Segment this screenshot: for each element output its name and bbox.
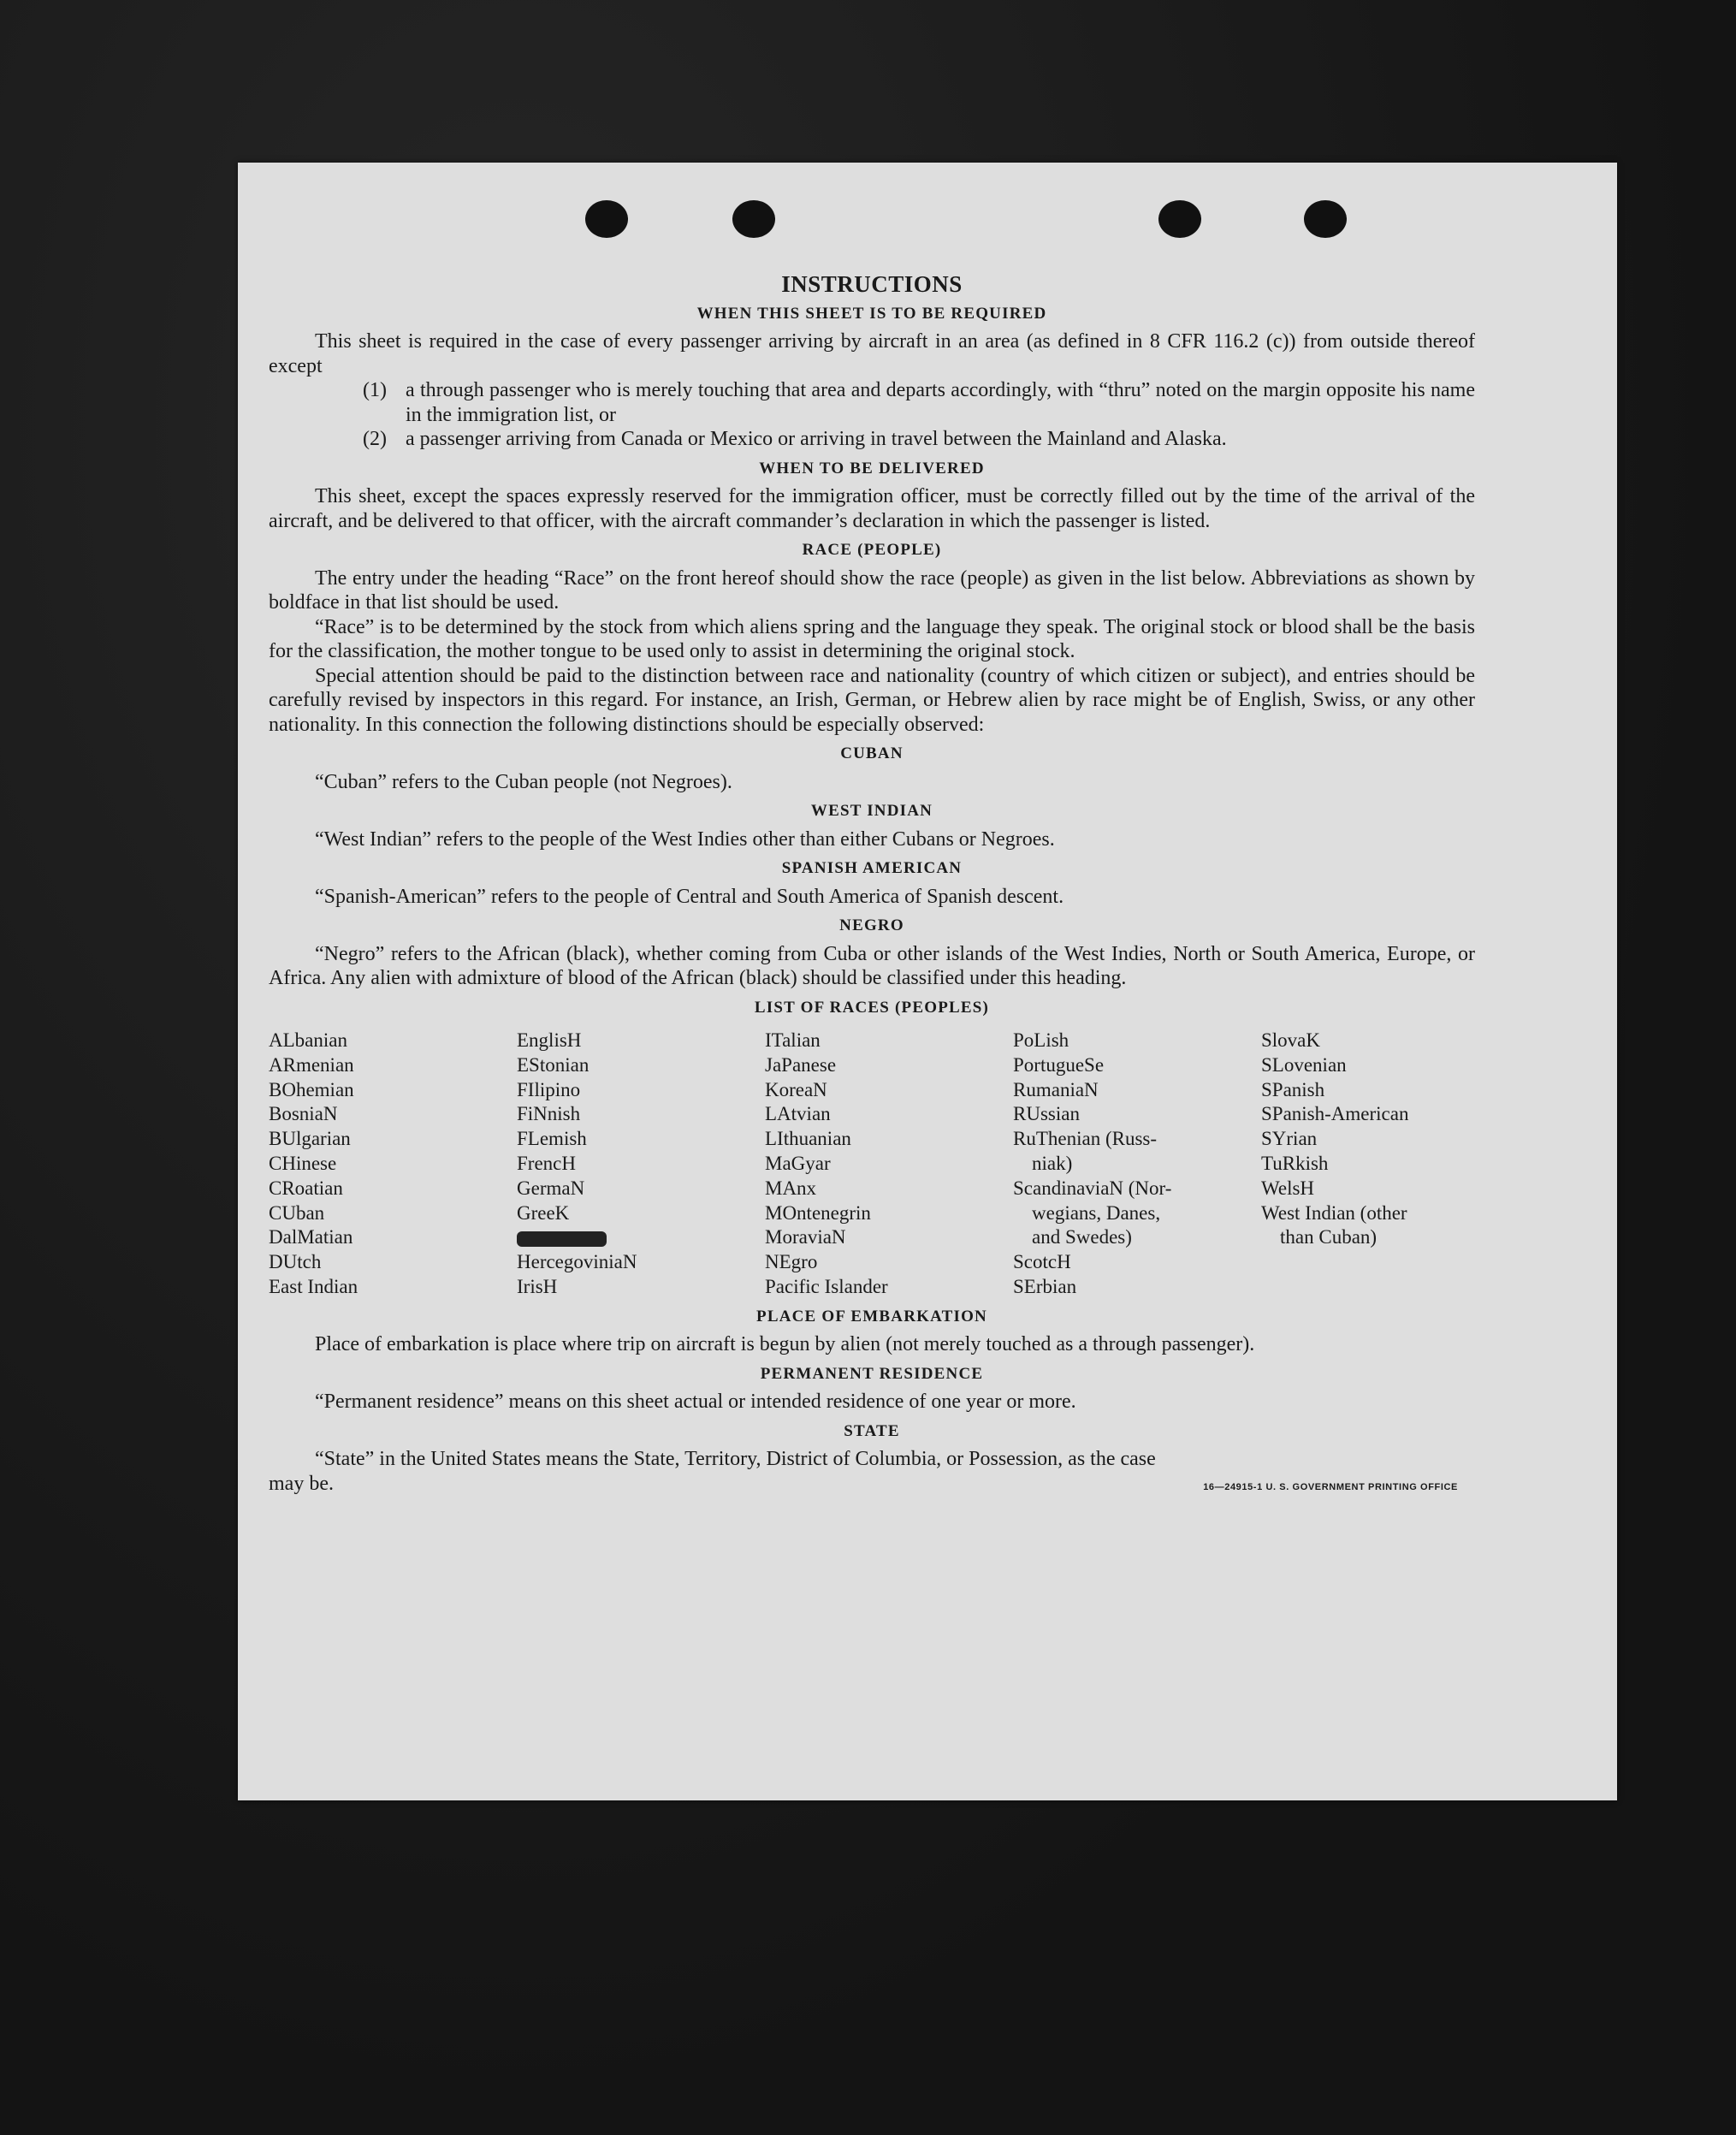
race-entry: CRoatian [269, 1177, 343, 1199]
list-text: a passenger arriving from Canada or Mexico or arriving in travel between the Mainland and Alaska. [406, 428, 1227, 450]
heading-permanent-residence: PERMANENT RESIDENCE [760, 1364, 984, 1383]
race-entry: BUlgarian [269, 1128, 351, 1150]
race-entry: PoLish [1013, 1029, 1069, 1051]
race-entry: FiNnish [517, 1103, 581, 1125]
race-entry: PortugueSe [1013, 1053, 1105, 1076]
list-item [363, 378, 1475, 427]
race-entry: MoraviaN [765, 1226, 846, 1248]
race-entry: ITalian [765, 1029, 821, 1051]
race-entry: ScandinaviaN (Nor- [1013, 1177, 1172, 1199]
race-entry: LAtvian [765, 1103, 831, 1125]
punch-hole [732, 200, 775, 238]
paragraph-permanent-residence: “Permanent residence” means on this sheet actual or intended residence of one year or more. [315, 1391, 1076, 1414]
race-entry: ScotcH [1013, 1251, 1071, 1273]
races-column [517, 1029, 765, 1300]
race-entry: MAnx [765, 1177, 817, 1199]
heading-spanish-american: SPANISH AMERICAN [781, 859, 963, 877]
list-number: (1) [363, 379, 387, 401]
printer-imprint: 16—24915-1 U. S. GOVERNMENT PRINTING OFFICE [1203, 1481, 1458, 1492]
paragraph-west-indian: “West Indian” refers to the people of the West Indies other than either Cubans or Negroes. [315, 827, 1055, 851]
document-body [269, 272, 1475, 1499]
race-entry: MaGyar [765, 1152, 831, 1174]
paragraph-negro: “Negro” refers to the African (black), whether coming from Cuba or other islands of the West Indies, North or South America, Europe, or Africa. Any alien with admixture of blood of the African (black) should be classified under this heading. [269, 942, 1475, 989]
heading-negro: NEGRO [839, 916, 904, 934]
race-entry-redacted [517, 1225, 765, 1250]
race-entry-continued: and Swedes) [1032, 1226, 1132, 1248]
paragraph-embarkation: Place of embarkation is place where trip on aircraft is begun by alien (not merely touched as a through passenger). [315, 1333, 1255, 1356]
paragraph-state-end: may be. [269, 1472, 334, 1495]
race-entry: LIthuanian [765, 1128, 851, 1150]
punch-hole [1158, 200, 1201, 238]
races-column [269, 1029, 517, 1300]
paragraph-when-required: This sheet is required in the case of every passenger arriving by aircraft in an area (as defined in 8 CFR 116.2 (c)) from outside thereof except [269, 330, 1475, 377]
instruction-sheet [238, 163, 1617, 1800]
races-column [1013, 1029, 1261, 1300]
heading-cuban: CUBAN [840, 744, 904, 762]
paragraph-when-delivered: This sheet, except the spaces expressly reserved for the immigration officer, must be correctly filled out by the time of the arrival of the aircraft, and be delivered to that officer, with the aircraft commander’s declaration in which the passenger is listed. [269, 485, 1475, 532]
race-entry: MOntenegrin [765, 1201, 871, 1224]
race-entry: TuRkish [1261, 1152, 1329, 1174]
heading-state: STATE [844, 1421, 900, 1440]
race-entry: FrencH [517, 1152, 576, 1174]
race-entry: JaPanese [765, 1053, 837, 1076]
list-text: a through passenger who is merely touching that area and departs accordingly, with “thru” noted on the margin opposite his name in the immigration list, or [406, 379, 1475, 426]
race-entry: West Indian (other [1261, 1201, 1407, 1224]
race-entry: ALbanian [269, 1029, 347, 1051]
list-item [363, 427, 1475, 452]
races-column [1261, 1029, 1484, 1300]
race-entry: ARmenian [269, 1053, 354, 1076]
race-entry: Pacific Islander [765, 1275, 888, 1297]
race-entry: East Indian [269, 1275, 358, 1297]
punch-hole [585, 200, 628, 238]
races-column [765, 1029, 1013, 1300]
race-entry: SLovenian [1261, 1053, 1347, 1076]
race-entry: KoreaN [765, 1078, 827, 1100]
heading-when-required: WHEN THIS SHEET IS TO BE REQUIRED [696, 304, 1047, 323]
race-entry: BOhemian [269, 1078, 354, 1100]
race-entry: FLemish [517, 1128, 587, 1150]
race-entry: EStonian [517, 1053, 590, 1076]
punch-hole [1304, 200, 1347, 238]
race-entry: HercegoviniaN [517, 1251, 637, 1273]
heading-when-delivered: WHEN TO BE DELIVERED [759, 459, 985, 477]
paragraph-state: “State” in the United States means the State, Territory, District of Columbia, or Possession, as the case [315, 1448, 1156, 1471]
race-entry-continued: niak) [1032, 1152, 1073, 1174]
race-entry: BosniaN [269, 1103, 338, 1125]
race-entry-continued: than Cuban) [1280, 1226, 1378, 1248]
races-list [269, 1029, 1475, 1300]
paragraph-race-3: Special attention should be paid to the distinction between race and nationality (country of which citizen or subject), and entries should be carefully revised by inspectors in this regard. For instance, an Irish, German, or Hebrew alien by race might be of English, Swiss, or any other nationality. In this connection the following distinctions should be especially observed: [269, 664, 1475, 736]
race-entry: DUtch [269, 1251, 322, 1273]
ink-smudge [517, 1231, 607, 1247]
paragraph-race-1: The entry under the heading “Race” on the front hereof should show the race (people) as given in the list below. Abbreviations as shown by boldface in that list should be used. [269, 566, 1475, 614]
race-entry: SlovaK [1261, 1029, 1320, 1051]
race-entry: CUban [269, 1201, 325, 1224]
race-entry: GreeK [517, 1201, 570, 1224]
race-entry: EnglisH [517, 1029, 582, 1051]
paragraph-race-2: “Race” is to be determined by the stock from which aliens spring and the language they speak. The original stock or blood shall be the basis for the classification, the mother tongue to be used only to assist in determining the original stock. [269, 615, 1475, 662]
footer-row [269, 1472, 1475, 1500]
heading-embarkation: PLACE OF EMBARKATION [756, 1307, 987, 1325]
race-entry: SPanish [1261, 1078, 1325, 1100]
race-entry: SYrian [1261, 1128, 1318, 1150]
heading-list-of-races: LIST OF RACES (PEOPLES) [754, 998, 990, 1017]
race-entry: FIlipino [517, 1078, 581, 1100]
race-entry: WelsH [1261, 1177, 1315, 1199]
race-entry: GermaN [517, 1177, 585, 1199]
race-entry: NEgro [765, 1251, 818, 1273]
race-entry: DalMatian [269, 1226, 353, 1248]
page-title: INSTRUCTIONS [781, 271, 963, 297]
race-entry: IrisH [517, 1275, 558, 1297]
race-entry: CHinese [269, 1152, 337, 1174]
paragraph-spanish-american: “Spanish-American” refers to the people of Central and South America of Spanish descent. [315, 885, 1064, 908]
heading-west-indian: WEST INDIAN [810, 802, 933, 820]
list-number: (2) [363, 428, 387, 450]
paragraph-cuban: “Cuban” refers to the Cuban people (not Negroes). [315, 770, 732, 793]
race-entry: RUssian [1013, 1103, 1080, 1125]
race-entry: SErbian [1013, 1275, 1077, 1297]
race-entry: SPanish-American [1261, 1103, 1409, 1125]
race-entry: RuThenian (Russ- [1013, 1128, 1158, 1150]
race-entry: RumaniaN [1013, 1078, 1099, 1100]
heading-race: RACE (PEOPLE) [802, 541, 942, 559]
race-entry-continued: wegians, Danes, [1032, 1201, 1161, 1224]
